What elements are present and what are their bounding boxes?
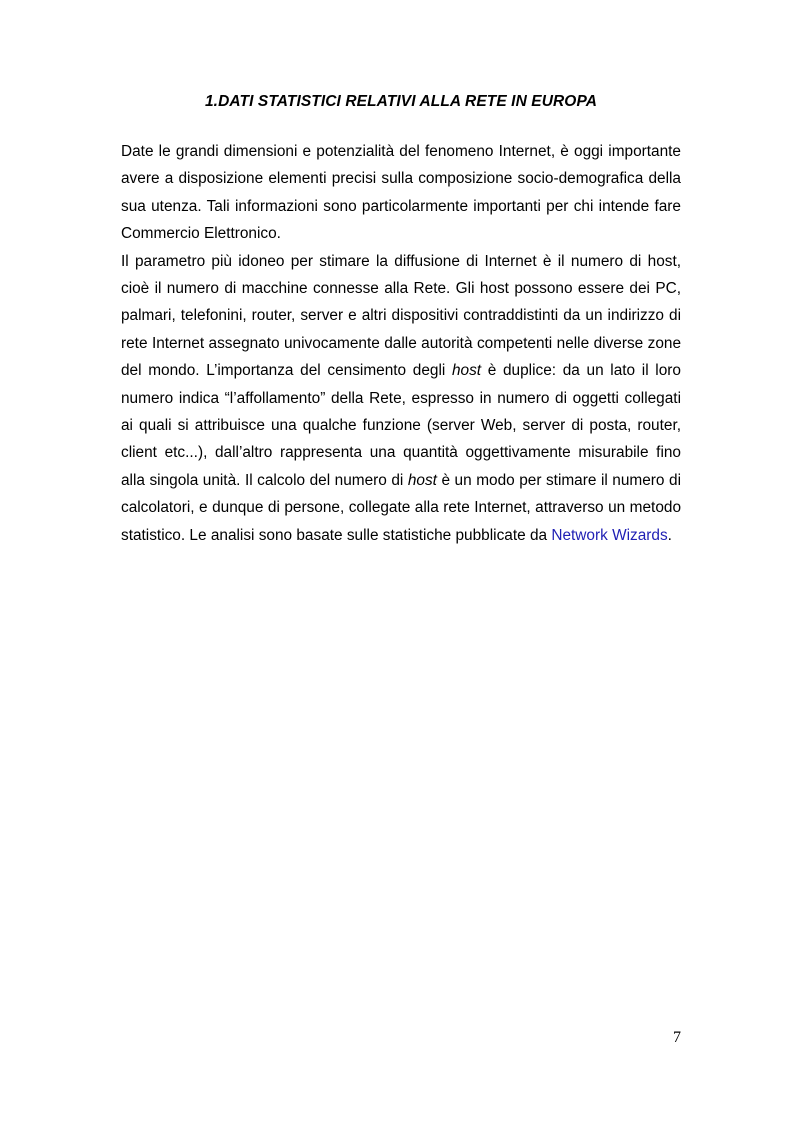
paragraph-host-text-2: è duplice: da un lato il loro numero indica “l’affollamento” della Rete, espresso in numero di oggetti collegati ai quali si attribuisce una qualche funzione (server Web, server di posta, router, client etc...), dall’altro rappresenta una quantità oggettivamente misurabile fino alla singola unità. Il calcolo del numero di xyxy=(121,362,681,489)
section-heading: 1.DATI STATISTICI RELATIVI ALLA RETE IN EUROPA xyxy=(204,93,598,110)
paragraph-intro: Date le grandi dimensioni e potenzialità del fenomeno Internet, è oggi importante avere a disposizione elementi precisi sulla composizione socio-demografica della sua utenza. Tali informazioni sono particolarmente importanti per chi intende fare Commercio Elettronico. xyxy=(121,143,681,243)
paragraph-host-text-3: è un modo per stimare il numero di calcolatori, e dunque di persone, collegate alla rete Internet, attraverso un metodo statistico. Le analisi sono basate sulle statistiche pubblicate da xyxy=(121,471,681,544)
paragraph-host-end: . xyxy=(667,526,672,544)
emphasis-host-1: host xyxy=(451,362,482,380)
emphasis-host-2: host xyxy=(407,471,437,489)
network-wizards-link[interactable]: Network Wizards xyxy=(551,526,668,544)
paragraph-host-text-1: Il parametro più idoneo per stimare la diffusione di Internet è il numero di host, cioè il numero di macchine connesse alla Rete. Gli host possono essere dei PC, palmari, telefonini, router, server e altri dispositivi contraddistinti da un indirizzo di rete Internet assegnato univocamente dalle autorità competenti nelle diverse zone del mondo. L’importanza del censimento degli xyxy=(121,252,681,380)
paragraph-host xyxy=(121,248,681,549)
page-number: 7 xyxy=(673,1029,681,1046)
body-text xyxy=(121,138,681,549)
